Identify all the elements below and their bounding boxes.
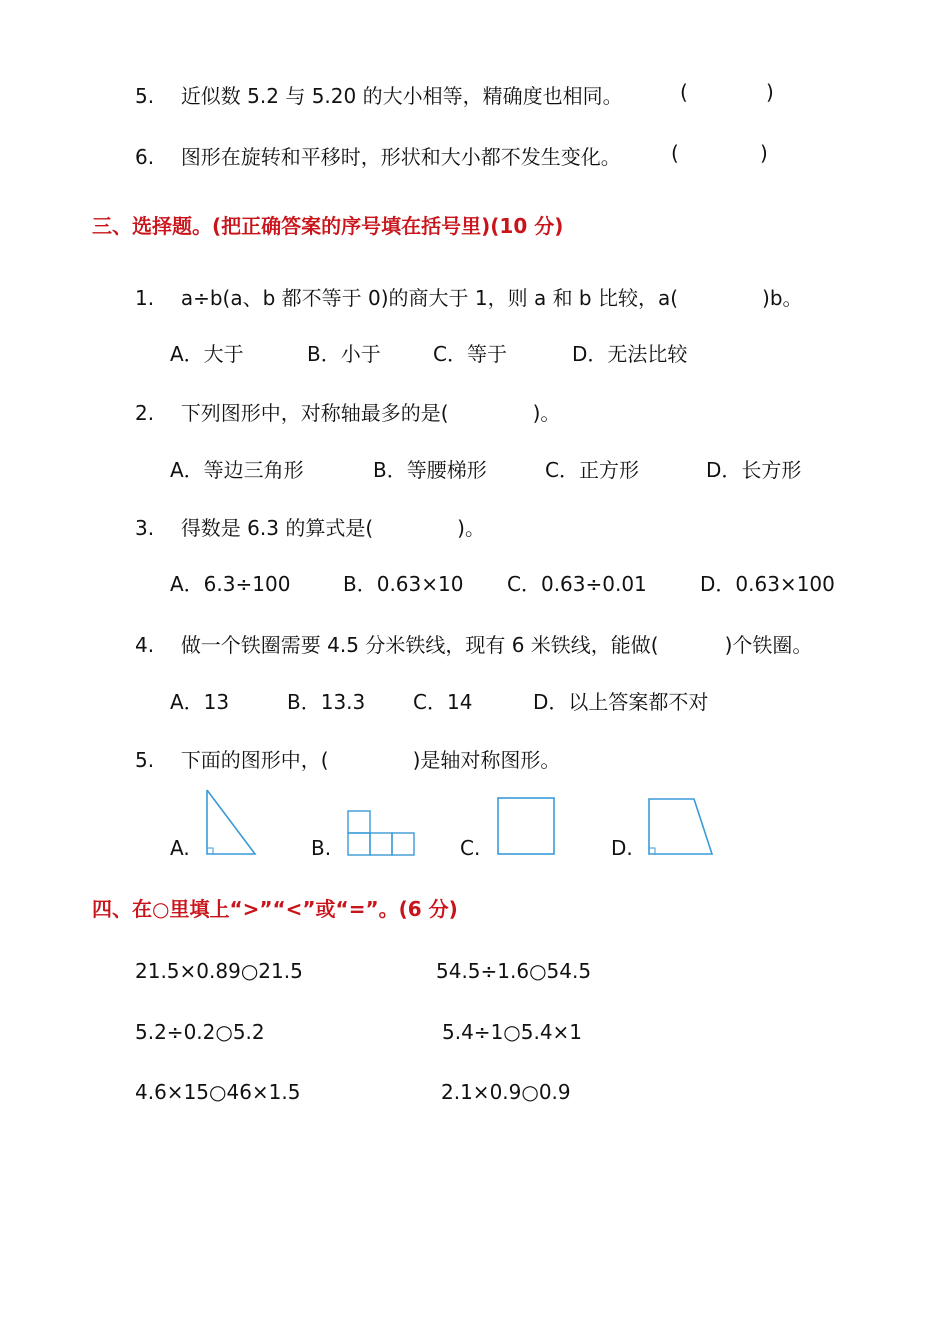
question-text: 下面的图形中，( bbox=[180, 748, 329, 772]
option-b[interactable]: B．小于 bbox=[307, 342, 381, 366]
question-num: 2. bbox=[135, 401, 155, 425]
comparison-item[interactable]: 21.5×0.89○21.5 bbox=[135, 959, 303, 983]
comparison-item[interactable]: 54.5÷1.6○54.5 bbox=[436, 959, 592, 983]
comparison-item[interactable]: 5.4÷1○5.4×1 bbox=[442, 1020, 583, 1044]
option-d[interactable]: D．以上答案都不对 bbox=[533, 690, 709, 714]
option-c[interactable]: C．14 bbox=[413, 690, 473, 714]
comparison-item[interactable]: 4.6×15○46×1.5 bbox=[135, 1080, 301, 1104]
option-a[interactable]: A．6.3÷100 bbox=[170, 572, 291, 596]
judge-item-5 bbox=[135, 80, 623, 109]
question-text-after: )b。 bbox=[762, 286, 803, 310]
option-b[interactable]: B．等腰梯形 bbox=[373, 458, 487, 482]
option-c[interactable]: C．0.63÷0.01 bbox=[507, 572, 647, 596]
option-c[interactable]: C．等于 bbox=[433, 342, 507, 366]
option-a[interactable]: A．大于 bbox=[170, 342, 244, 366]
question-text: 下列图形中，对称轴最多的是( bbox=[180, 401, 449, 425]
judge-item-num: 6. bbox=[135, 145, 155, 169]
option-a[interactable]: A．等边三角形 bbox=[170, 458, 304, 482]
judge-item-6 bbox=[135, 141, 621, 170]
question-text-after: )是轴对称图形。 bbox=[412, 748, 561, 772]
option-d[interactable]: D. bbox=[611, 836, 633, 860]
answer-open-paren[interactable]: ( bbox=[680, 80, 688, 104]
comparison-item[interactable]: 2.1×0.9○0.9 bbox=[441, 1080, 571, 1104]
question-num: 5. bbox=[135, 748, 155, 772]
question-text-after: )个铁圈。 bbox=[724, 633, 813, 657]
question-text-after: )。 bbox=[457, 516, 485, 540]
option-b[interactable]: B．13.3 bbox=[287, 690, 366, 714]
section4-title: 四、在○里填上“>”“<”或“=”。(6 分) bbox=[92, 897, 458, 921]
question-5 bbox=[135, 744, 560, 773]
question-text: 做一个铁圈需要 4.5 分米铁线，现有 6 米铁线，能做( bbox=[180, 633, 659, 657]
judge-item-num: 5. bbox=[135, 84, 155, 108]
right-triangle-figure bbox=[202, 788, 262, 856]
option-a[interactable]: A．13 bbox=[170, 690, 230, 714]
judge-item-text: 近似数 5.2 与 5.20 的大小相等，精确度也相同。 bbox=[180, 84, 623, 108]
section3-title: 三、选择题。(把正确答案的序号填在括号里)(10 分) bbox=[92, 214, 564, 238]
option-a[interactable]: A. bbox=[170, 836, 190, 860]
question-num: 3. bbox=[135, 516, 155, 540]
option-b[interactable]: B. bbox=[311, 836, 332, 860]
question-text-after: )。 bbox=[532, 401, 561, 425]
judge-item-text: 图形在旋转和平移时，形状和大小都不发生变化。 bbox=[180, 145, 621, 169]
square-figure bbox=[496, 796, 556, 856]
question-4 bbox=[135, 629, 812, 658]
question-text: 得数是 6.3 的算式是( bbox=[180, 516, 374, 540]
option-c[interactable]: C. bbox=[460, 836, 481, 860]
answer-close-paren: ) bbox=[760, 141, 768, 165]
option-d[interactable]: D．0.63×100 bbox=[700, 572, 835, 596]
question-2 bbox=[135, 397, 560, 426]
question-num: 4. bbox=[135, 633, 155, 657]
option-c[interactable]: C．正方形 bbox=[545, 458, 639, 482]
question-num: 1. bbox=[135, 286, 155, 310]
answer-close-paren: ) bbox=[766, 80, 774, 104]
squares-figure bbox=[345, 810, 417, 858]
question-text: a÷b(a、b 都不等于 0)的商大于 1，则 a 和 b 比较，a( bbox=[180, 286, 679, 310]
question-3 bbox=[135, 512, 485, 541]
comparison-item[interactable]: 5.2÷0.2○5.2 bbox=[135, 1020, 265, 1044]
answer-open-paren[interactable]: ( bbox=[671, 141, 679, 165]
option-d[interactable]: D．无法比较 bbox=[572, 342, 688, 366]
right-trapezoid-figure bbox=[646, 797, 716, 857]
question-1 bbox=[135, 282, 803, 311]
option-d[interactable]: D．长方形 bbox=[706, 458, 802, 482]
option-b[interactable]: B．0.63×10 bbox=[343, 572, 464, 596]
